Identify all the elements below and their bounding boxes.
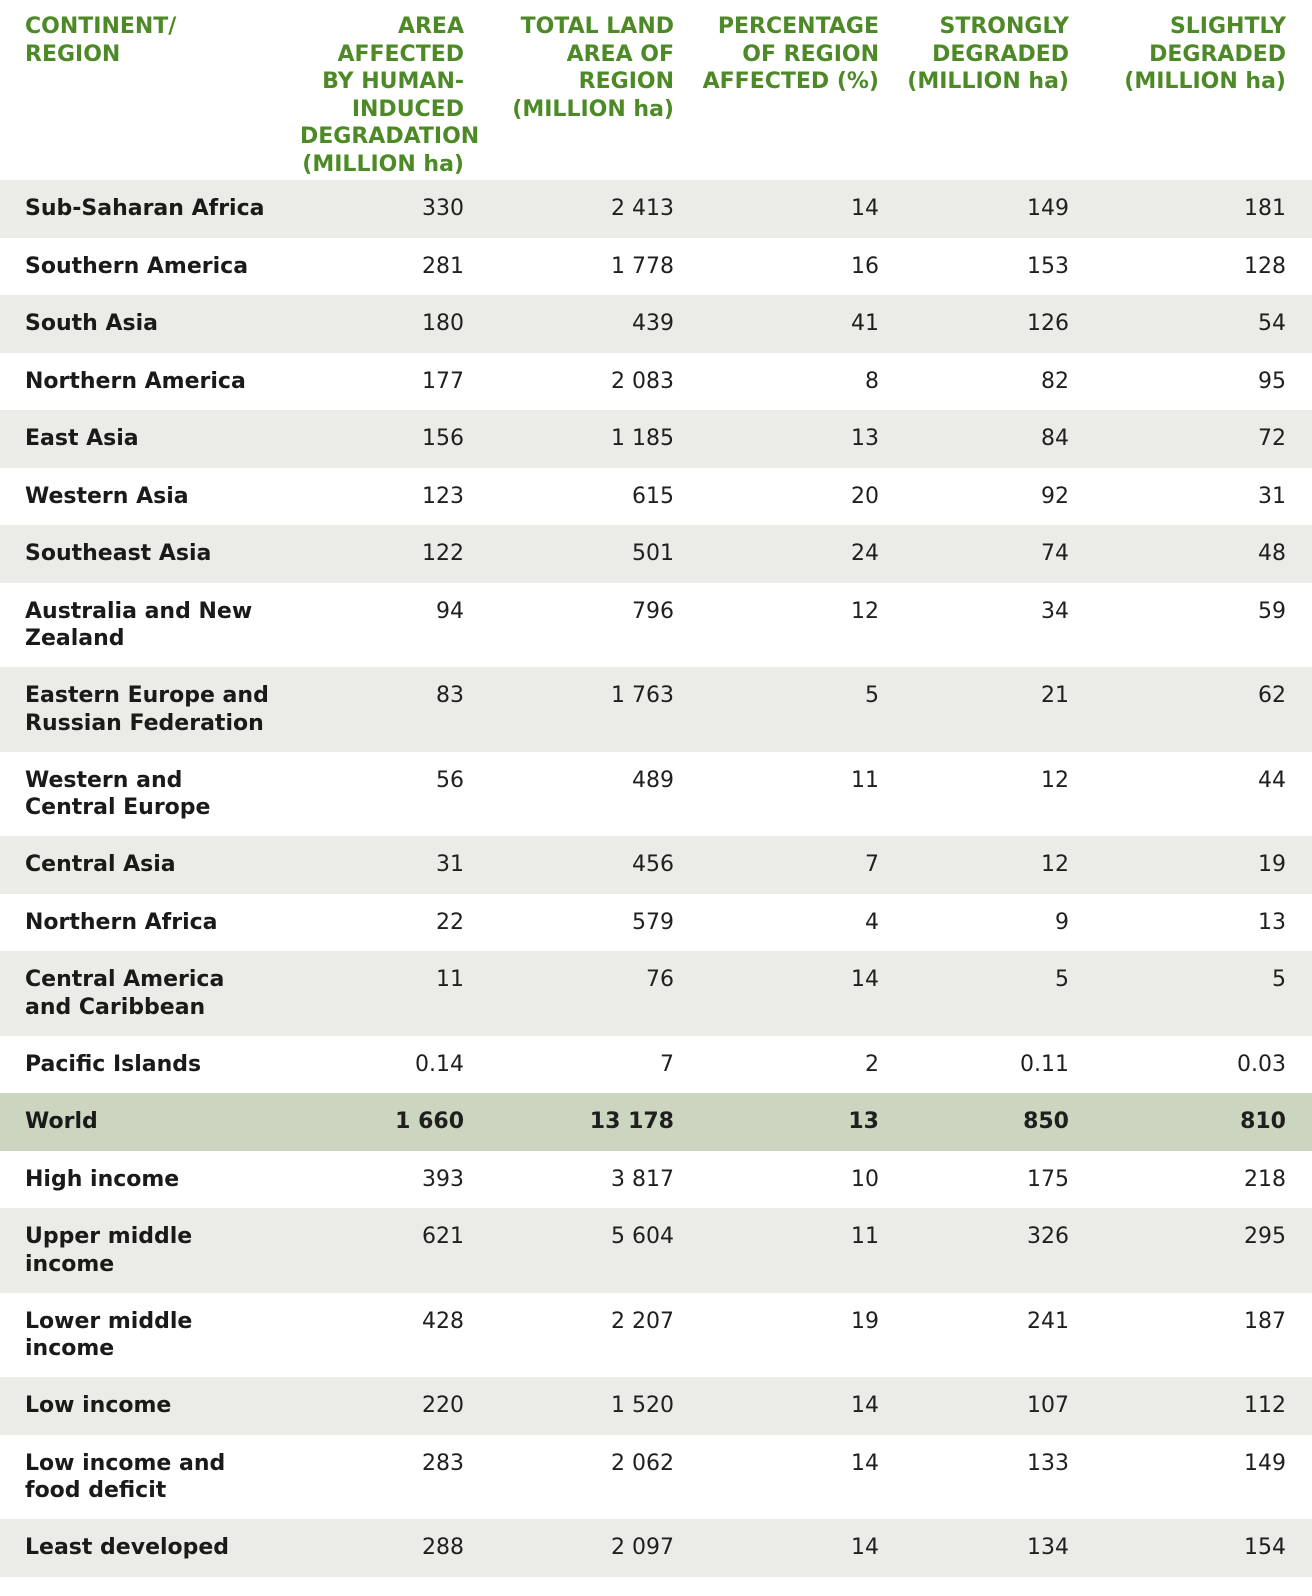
percentage-affected: 13: [700, 410, 905, 468]
table-row: [0, 1377, 1312, 1435]
slightly-degraded: 44: [1095, 752, 1312, 837]
total-land-area: 1 185: [490, 410, 700, 468]
table-row: [0, 752, 1312, 837]
header-total-land-area: TOTAL LAND AREA OF REGION (MILLION ha): [512, 14, 674, 122]
strongly-degraded: 149: [905, 180, 1095, 238]
slightly-degraded: 810: [1095, 1093, 1312, 1151]
area-affected: 56: [300, 752, 490, 837]
region-name: Northern America: [0, 353, 300, 411]
strongly-degraded: 850: [905, 1093, 1095, 1151]
percentage-affected: 2: [700, 1036, 905, 1094]
total-land-area: 2 083: [490, 353, 700, 411]
region-name: Sub-Saharan Africa: [0, 180, 300, 238]
total-land-area: 796: [490, 583, 700, 668]
region-name: Eastern Europe and Russian Federation: [0, 667, 300, 752]
slightly-degraded: 187: [1095, 1293, 1312, 1378]
slightly-degraded: 218: [1095, 1151, 1312, 1209]
slightly-degraded: 48: [1095, 525, 1312, 583]
slightly-degraded: 59: [1095, 583, 1312, 668]
table-body: [0, 180, 1312, 1577]
slightly-degraded: 154: [1095, 1519, 1312, 1577]
percentage-affected: 5: [700, 667, 905, 752]
table-row: [0, 410, 1312, 468]
percentage-affected: 14: [700, 180, 905, 238]
table-row: [0, 836, 1312, 894]
area-affected: 122: [300, 525, 490, 583]
slightly-degraded: 112: [1095, 1377, 1312, 1435]
region-name: Low income: [0, 1377, 300, 1435]
slightly-degraded: 31: [1095, 468, 1312, 526]
region-name: High income: [0, 1151, 300, 1209]
total-land-area: 2 097: [490, 1519, 700, 1577]
percentage-affected: 7: [700, 836, 905, 894]
total-land-area: 1 778: [490, 238, 700, 296]
strongly-degraded: 5: [905, 951, 1095, 1036]
region-name: Central Asia: [0, 836, 300, 894]
region-name: Least developed: [0, 1519, 300, 1577]
strongly-degraded: 107: [905, 1377, 1095, 1435]
slightly-degraded: 72: [1095, 410, 1312, 468]
total-land-area: 1 520: [490, 1377, 700, 1435]
percentage-affected: 11: [700, 752, 905, 837]
table-row: [0, 1036, 1312, 1094]
slightly-degraded: 295: [1095, 1208, 1312, 1293]
percentage-affected: 11: [700, 1208, 905, 1293]
table-row: [0, 180, 1312, 238]
table-row: [0, 1293, 1312, 1378]
total-land-area: 501: [490, 525, 700, 583]
table-row: [0, 1519, 1312, 1577]
area-affected: 180: [300, 295, 490, 353]
table-header: [0, 0, 1312, 180]
table-row: [0, 525, 1312, 583]
table-row: [0, 1151, 1312, 1209]
percentage-affected: 24: [700, 525, 905, 583]
strongly-degraded: 12: [905, 752, 1095, 837]
strongly-degraded: 133: [905, 1435, 1095, 1520]
slightly-degraded: 0.03: [1095, 1036, 1312, 1094]
area-affected: 288: [300, 1519, 490, 1577]
strongly-degraded: 9: [905, 894, 1095, 952]
strongly-degraded: 82: [905, 353, 1095, 411]
total-land-area: 3 817: [490, 1151, 700, 1209]
strongly-degraded: 21: [905, 667, 1095, 752]
percentage-affected: 13: [700, 1093, 905, 1151]
region-name: Lower middle income: [0, 1293, 300, 1378]
area-affected: 1 660: [300, 1093, 490, 1151]
slightly-degraded: 13: [1095, 894, 1312, 952]
region-name: South Asia: [0, 295, 300, 353]
region-name: Pacific Islands: [0, 1036, 300, 1094]
header-percentage-affected: PERCENTAGE OF REGION AFFECTED (%): [702, 14, 879, 94]
slightly-degraded: 181: [1095, 180, 1312, 238]
strongly-degraded: 12: [905, 836, 1095, 894]
slightly-degraded: 19: [1095, 836, 1312, 894]
region-name: Australia and New Zealand: [0, 583, 300, 668]
table-row: [0, 468, 1312, 526]
strongly-degraded: 84: [905, 410, 1095, 468]
total-land-area: 579: [490, 894, 700, 952]
percentage-affected: 10: [700, 1151, 905, 1209]
percentage-affected: 19: [700, 1293, 905, 1378]
strongly-degraded: 175: [905, 1151, 1095, 1209]
area-affected: 393: [300, 1151, 490, 1209]
area-affected: 83: [300, 667, 490, 752]
total-land-area: 1 763: [490, 667, 700, 752]
percentage-affected: 12: [700, 583, 905, 668]
region-name: Central America and Caribbean: [0, 951, 300, 1036]
total-land-area: 2 207: [490, 1293, 700, 1378]
total-land-area: 615: [490, 468, 700, 526]
strongly-degraded: 241: [905, 1293, 1095, 1378]
slightly-degraded: 128: [1095, 238, 1312, 296]
percentage-affected: 16: [700, 238, 905, 296]
slightly-degraded: 62: [1095, 667, 1312, 752]
strongly-degraded: 0.11: [905, 1036, 1095, 1094]
percentage-affected: 14: [700, 1519, 905, 1577]
area-affected: 0.14: [300, 1036, 490, 1094]
strongly-degraded: 134: [905, 1519, 1095, 1577]
total-land-area: 13 178: [490, 1093, 700, 1151]
region-name: Northern Africa: [0, 894, 300, 952]
area-affected: 156: [300, 410, 490, 468]
total-land-area: 456: [490, 836, 700, 894]
area-affected: 621: [300, 1208, 490, 1293]
region-name: World: [0, 1093, 300, 1151]
region-name: Upper middle income: [0, 1208, 300, 1293]
total-row-world: [0, 1093, 1312, 1151]
table-row: [0, 951, 1312, 1036]
area-affected: 330: [300, 180, 490, 238]
total-land-area: 489: [490, 752, 700, 837]
area-affected: 94: [300, 583, 490, 668]
region-name: Western Asia: [0, 468, 300, 526]
strongly-degraded: 92: [905, 468, 1095, 526]
total-land-area: 2 062: [490, 1435, 700, 1520]
area-affected: 11: [300, 951, 490, 1036]
header-region: CONTINENT/ REGION: [25, 14, 177, 67]
table-row: [0, 583, 1312, 668]
total-land-area: 2 413: [490, 180, 700, 238]
table-row: [0, 1208, 1312, 1293]
table-row: [0, 667, 1312, 752]
region-name: Western and Central Europe: [0, 752, 300, 837]
table-row: [0, 238, 1312, 296]
table-row: [0, 1435, 1312, 1520]
header-area-affected: AREA AFFECTED BY HUMAN-INDUCED DEGRADATION (MILLION ha): [300, 14, 480, 177]
slightly-degraded: 54: [1095, 295, 1312, 353]
header-row: [0, 0, 1312, 180]
slightly-degraded: 149: [1095, 1435, 1312, 1520]
strongly-degraded: 34: [905, 583, 1095, 668]
strongly-degraded: 326: [905, 1208, 1095, 1293]
total-land-area: 5 604: [490, 1208, 700, 1293]
region-name: Southern America: [0, 238, 300, 296]
slightly-degraded: 95: [1095, 353, 1312, 411]
percentage-affected: 14: [700, 951, 905, 1036]
area-affected: 428: [300, 1293, 490, 1378]
area-affected: 123: [300, 468, 490, 526]
area-affected: 281: [300, 238, 490, 296]
strongly-degraded: 153: [905, 238, 1095, 296]
region-name: Southeast Asia: [0, 525, 300, 583]
strongly-degraded: 126: [905, 295, 1095, 353]
header-slightly-degraded: SLIGHTLY DEGRADED (MILLION ha): [1124, 14, 1286, 94]
table-row: [0, 353, 1312, 411]
percentage-affected: 8: [700, 353, 905, 411]
region-name: East Asia: [0, 410, 300, 468]
total-land-area: 439: [490, 295, 700, 353]
area-affected: 177: [300, 353, 490, 411]
total-land-area: 76: [490, 951, 700, 1036]
percentage-affected: 14: [700, 1435, 905, 1520]
total-land-area: 7: [490, 1036, 700, 1094]
table-row: [0, 295, 1312, 353]
area-affected: 220: [300, 1377, 490, 1435]
area-affected: 22: [300, 894, 490, 952]
percentage-affected: 4: [700, 894, 905, 952]
table-row: [0, 894, 1312, 952]
percentage-affected: 20: [700, 468, 905, 526]
area-affected: 283: [300, 1435, 490, 1520]
region-name: Low income and food deficit: [0, 1435, 300, 1520]
header-strongly-degraded: STRONGLY DEGRADED (MILLION ha): [907, 14, 1069, 94]
slightly-degraded: 5: [1095, 951, 1312, 1036]
strongly-degraded: 74: [905, 525, 1095, 583]
area-affected: 31: [300, 836, 490, 894]
percentage-affected: 41: [700, 295, 905, 353]
percentage-affected: 14: [700, 1377, 905, 1435]
